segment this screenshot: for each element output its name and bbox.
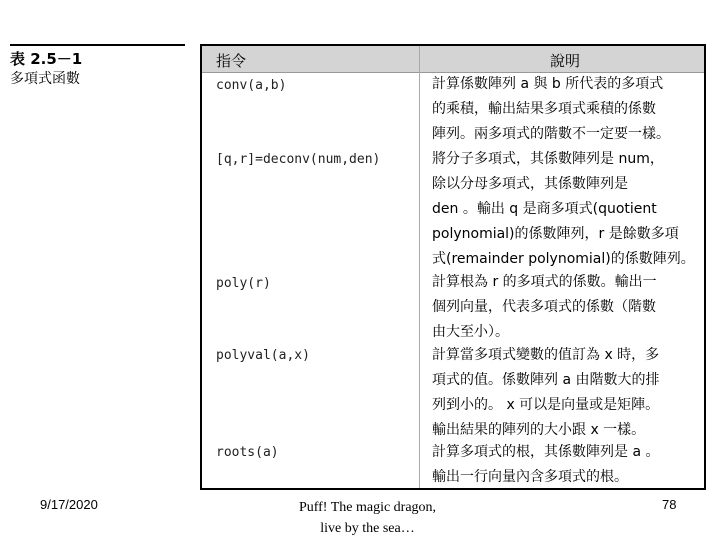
description-polyval xyxy=(432,343,698,443)
footer-line-2: live by the sea… xyxy=(320,521,415,536)
description-line: 計算當多項式變數的值訂為 x 時，多 xyxy=(432,347,660,363)
command-roots: roots(a) xyxy=(216,445,279,460)
description-line: 將分子多項式，其係數陣列是 num， xyxy=(432,151,664,167)
footer-date: 9/17/2020 xyxy=(40,497,98,512)
header-command: 指令 xyxy=(216,52,247,70)
command-poly: poly(r) xyxy=(216,276,271,291)
description-line: 計算根為 r 的多項式的係數。輸出一 xyxy=(432,274,657,290)
page-number: 78 xyxy=(662,497,677,512)
description-line: 輸出一行向量內含多項式的根。 xyxy=(432,469,628,485)
command-deconv: [q,r]=deconv(num,den) xyxy=(216,152,381,167)
command-conv: conv(a,b) xyxy=(216,78,287,93)
header-description: 說明 xyxy=(550,52,581,70)
table-label xyxy=(10,44,185,89)
description-line: den 。輸出 q 是商多項式(quotient xyxy=(432,201,657,217)
column-divider xyxy=(419,46,420,488)
description-line: 計算多項式的根，其係數陣列是 a 。 xyxy=(432,444,660,460)
description-line: 陣列。兩多項式的階數不一定要一樣。 xyxy=(432,126,670,142)
footer-line-1: Puff! The magic dragon, xyxy=(298,500,437,515)
description-line: 計算係數陣列 a 與 b 所代表的多項式 xyxy=(432,76,664,92)
description-line: 式(remainder polynomial)的係數陣列。 xyxy=(432,251,695,267)
description-poly xyxy=(432,270,698,345)
description-line: 項式的值。係數陣列 a 由階數大的排 xyxy=(432,372,660,388)
description-roots xyxy=(432,440,698,490)
description-line: 個列向量，代表多項式的係數（階數 xyxy=(432,299,656,315)
description-line: 輸出結果的陣列的大小跟 x 一樣。 xyxy=(432,422,646,438)
description-line: 的乘積，輸出結果多項式乘積的係數 xyxy=(432,101,656,117)
command-polyval: polyval(a,x) xyxy=(216,348,310,363)
description-conv xyxy=(432,72,698,147)
table-number: 表 2.5－1 xyxy=(10,50,83,68)
polynomial-functions-table xyxy=(200,44,706,490)
table-caption: 多項式函數 xyxy=(10,71,80,87)
footer-center-text xyxy=(250,497,485,539)
table-header xyxy=(202,46,704,73)
description-deconv xyxy=(432,147,698,272)
description-line: polynomial)的係數陣列，r 是餘數多項 xyxy=(432,226,679,242)
description-line: 除以分母多項式，其係數陣列是 xyxy=(432,176,628,192)
description-line: 由大至小）。 xyxy=(432,324,509,340)
description-line: 列到小的。 x 可以是向量或是矩陣。 xyxy=(432,397,660,413)
